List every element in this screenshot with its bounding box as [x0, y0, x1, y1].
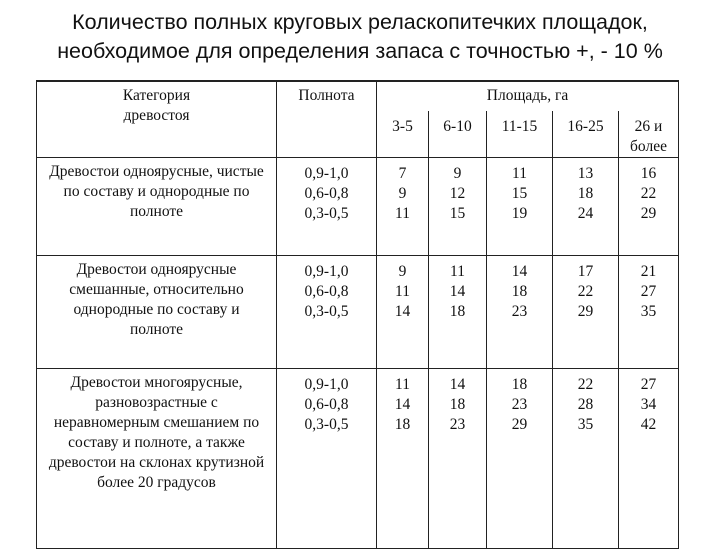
- header-category: Категория древостоя: [37, 81, 277, 158]
- value-cell: 9 11 14: [377, 256, 429, 369]
- value-cell: 11 14 18: [429, 256, 487, 369]
- table-row: [37, 256, 679, 369]
- value-cell: 16 22 29: [619, 158, 679, 256]
- value-cell: 17 22 29: [553, 256, 619, 369]
- value-cell: 14 18 23: [487, 256, 553, 369]
- value-cell: 9 12 15: [429, 158, 487, 256]
- value-cell: 18 23 29: [487, 369, 553, 549]
- header-size: 26 и более: [619, 111, 679, 158]
- value-cell: 11 15 19: [487, 158, 553, 256]
- row-category: Древостои одноярусные смешанные, относительно однородные по составу и полноте: [37, 256, 277, 369]
- header-size: 11-15: [487, 111, 553, 158]
- title-line-1: Количество полных круговых реласкопитечких площадок,: [72, 10, 648, 34]
- value-cell: 21 27 35: [619, 256, 679, 369]
- value-cell: 14 18 23: [429, 369, 487, 549]
- value-cell: 27 34 42: [619, 369, 679, 549]
- header-size: 3-5: [377, 111, 429, 158]
- row-density: 0,9-1,0 0,6-0,8 0,3-0,5: [277, 256, 377, 369]
- page-title: [0, 8, 720, 66]
- row-density: 0,9-1,0 0,6-0,8 0,3-0,5: [277, 369, 377, 549]
- table-row: [37, 369, 679, 549]
- value-cell: 11 14 18: [377, 369, 429, 549]
- row-category: Древостои одноярусные, чистые по составу и однородные по полноте: [37, 158, 277, 256]
- header-size: 6-10: [429, 111, 487, 158]
- row-category: Древостои многоярусные, разновозрастные с неравномерным смешанием по составу и полноте, а также древостои на склонах крутизной более 20 градусов: [37, 369, 277, 549]
- plot-count-table: [36, 80, 679, 549]
- value-cell: 7 9 11: [377, 158, 429, 256]
- header-area: Площадь, га: [377, 81, 679, 111]
- header-size: 16-25: [553, 111, 619, 158]
- row-density: 0,9-1,0 0,6-0,8 0,3-0,5: [277, 158, 377, 256]
- title-line-2: необходимое для определения запаса с точностью +, - 10 %: [57, 39, 663, 63]
- header-density: Полнота: [277, 81, 377, 158]
- value-cell: 22 28 35: [553, 369, 619, 549]
- value-cell: 13 18 24: [553, 158, 619, 256]
- table-row: [37, 158, 679, 256]
